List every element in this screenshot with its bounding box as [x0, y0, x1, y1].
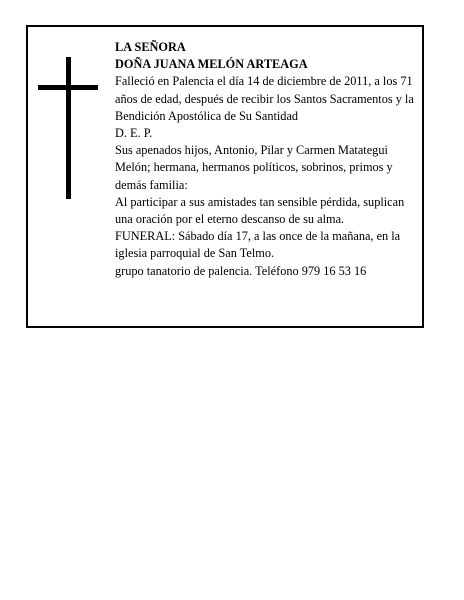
prayer-request: Al participar a sus amistades tan sensible pérdida, suplican una oración por el eterno descanso de su alma. — [115, 194, 405, 227]
funeral-home-contact: grupo tanatorio de palencia. Teléfono 979 16 53 16 — [115, 263, 367, 278]
cross-vertical-bar — [66, 57, 71, 199]
rest-in-peace: D. E. P. — [115, 126, 153, 141]
cross-horizontal-bar — [38, 85, 98, 90]
death-statement: Falleció en Palencia el día 14 de diciembre de 2011, a los 71 años de edad, después de recibir los Santos Sacramentos y la Bendición Apostólica de Su Santidad — [115, 74, 414, 123]
obituary-text — [115, 39, 420, 280]
obituary-notice — [26, 25, 424, 328]
funeral-details: FUNERAL: Sábado día 17, a las once de la mañana, en la iglesia parroquial de San Telmo. — [115, 229, 401, 261]
cross-icon — [38, 57, 98, 199]
deceased-name: DOÑA JUANA MELÓN ARTEAGA — [115, 57, 308, 72]
family-mourners: Sus apenados hijos, Antonio, Pilar y Carmen Matategui Melón; hermana, hermanos políticos, sobrinos, primos y demás familia: — [115, 143, 393, 192]
deceased-title: LA SEÑORA — [115, 40, 186, 54]
